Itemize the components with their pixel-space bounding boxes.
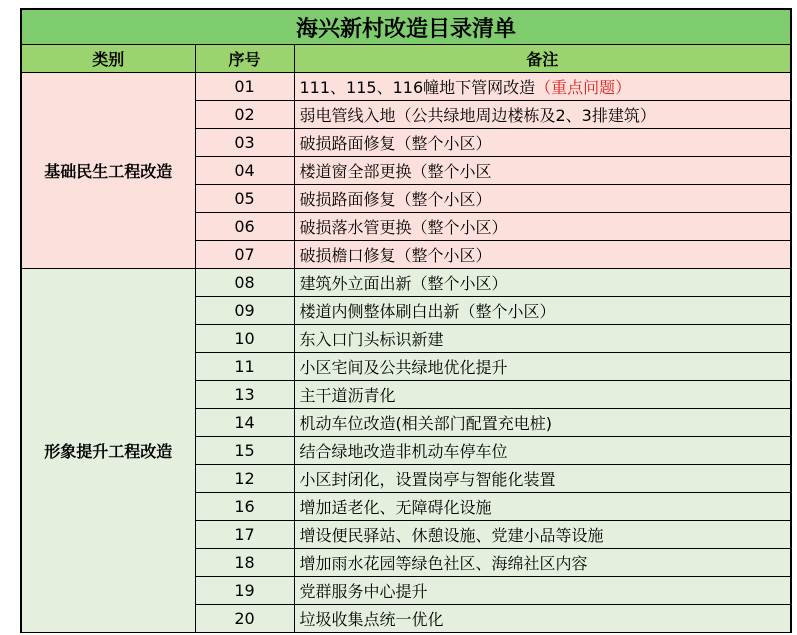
- number-cell: 01: [195, 73, 294, 101]
- remark-text: 楼道内侧整体刷白出新（整个小区）: [299, 302, 556, 321]
- remark-text: 主干道沥青化: [299, 386, 396, 405]
- number-cell: 02: [195, 101, 294, 129]
- number-cell: 08: [195, 269, 294, 297]
- number-cell: 10: [195, 325, 294, 353]
- number-cell: 17: [195, 521, 294, 549]
- number-cell: 16: [195, 493, 294, 521]
- remark-cell: [294, 521, 791, 549]
- remark-text: 增加雨水花园等绿色社区、海绵社区内容: [299, 554, 588, 573]
- header-number: 序号: [195, 45, 294, 73]
- remark-text: 东入口门头标识新建: [299, 330, 444, 349]
- number-cell: 18: [195, 549, 294, 577]
- number-cell: 14: [195, 409, 294, 437]
- remark-cell: [294, 73, 791, 101]
- sheet-title: 海兴新村改造目录清单: [21, 9, 791, 45]
- remark-text: 垃圾收集点统一优化: [299, 610, 444, 629]
- remark-text: 111、115、116幢地下管网改造: [299, 78, 536, 97]
- remark-cell: [294, 157, 791, 185]
- remark-cell: [294, 325, 791, 353]
- remark-cell: [294, 605, 791, 633]
- remark-cell: [294, 409, 791, 437]
- number-cell: 20: [195, 605, 294, 633]
- category-cell: 基础民生工程改造: [21, 73, 195, 269]
- remark-text: 弱电管线入地（公共绿地周边楼栋及2、3排建筑）: [299, 106, 656, 125]
- renovation-list-table: [20, 8, 792, 633]
- remark-text: 建筑外立面出新（整个小区）: [299, 274, 508, 293]
- table-row: [21, 73, 791, 101]
- number-cell: 05: [195, 185, 294, 213]
- table-body: [21, 73, 791, 633]
- category-cell: 形象提升工程改造: [21, 269, 195, 633]
- remark-text: 结合绿地改造非机动车停车位: [299, 442, 508, 461]
- number-cell: 13: [195, 381, 294, 409]
- number-cell: 11: [195, 353, 294, 381]
- remark-cell: [294, 437, 791, 465]
- remark-text: 破损路面修复（整个小区）: [299, 190, 492, 209]
- remark-text: 增设便民驿站、休憩设施、党建小品等设施: [299, 526, 604, 545]
- remark-cell: [294, 297, 791, 325]
- title-row: [21, 9, 791, 45]
- remark-text: 破损路面修复（整个小区）: [299, 134, 492, 153]
- key-issue-note: （重点问题）: [535, 78, 632, 97]
- number-cell: 15: [195, 437, 294, 465]
- remark-text: 破损落水管更换（整个小区）: [299, 218, 508, 237]
- number-cell: 19: [195, 577, 294, 605]
- remark-cell: [294, 185, 791, 213]
- remark-text: 党群服务中心提升: [299, 582, 428, 601]
- number-cell: 09: [195, 297, 294, 325]
- remark-cell: [294, 353, 791, 381]
- header-remark: 备注: [294, 45, 791, 73]
- remark-text: 小区宅间及公共绿地优化提升: [299, 358, 508, 377]
- remark-cell: [294, 577, 791, 605]
- remark-cell: [294, 549, 791, 577]
- remark-cell: [294, 381, 791, 409]
- remark-text: 楼道窗全部更换（整个小区: [299, 162, 492, 181]
- remark-cell: [294, 129, 791, 157]
- remark-text: 破损檐口修复（整个小区）: [299, 246, 492, 265]
- number-cell: 12: [195, 465, 294, 493]
- remark-cell: [294, 241, 791, 269]
- number-cell: 06: [195, 213, 294, 241]
- remark-cell: [294, 493, 791, 521]
- remark-cell: [294, 269, 791, 297]
- remark-cell: [294, 213, 791, 241]
- number-cell: 04: [195, 157, 294, 185]
- remark-text: 机动车位改造(相关部门配置充电桩): [299, 414, 552, 433]
- remark-cell: [294, 465, 791, 493]
- header-category: 类别: [21, 45, 195, 73]
- remark-text: 小区封闭化，设置岗亭与智能化装置: [299, 470, 556, 489]
- remark-cell: [294, 101, 791, 129]
- header-row: [21, 45, 791, 73]
- remark-text: 增加适老化、无障碍化设施: [299, 498, 492, 517]
- number-cell: 03: [195, 129, 294, 157]
- table-row: [21, 269, 791, 297]
- number-cell: 07: [195, 241, 294, 269]
